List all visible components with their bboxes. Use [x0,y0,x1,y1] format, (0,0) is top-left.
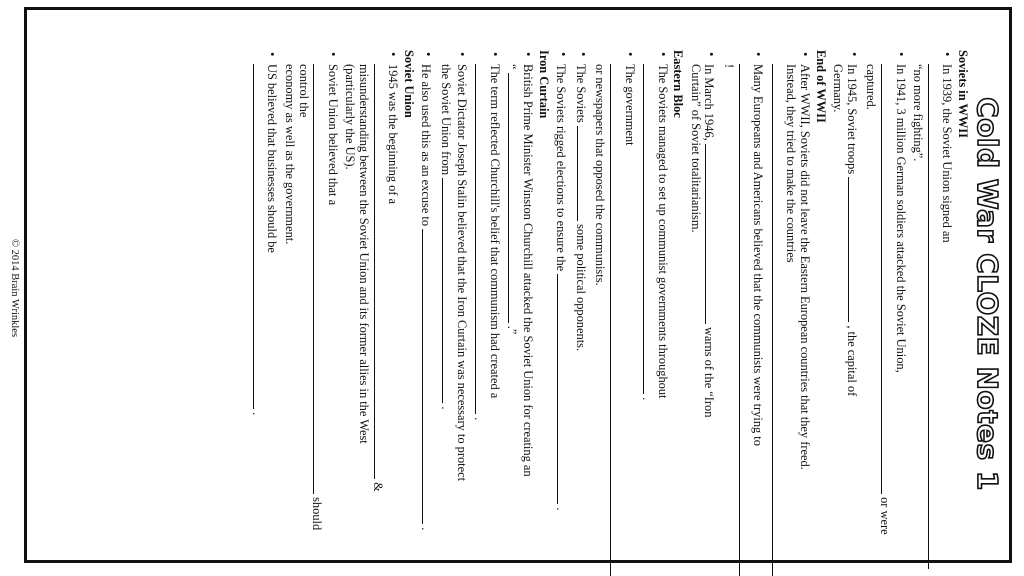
worksheet-frame [24,7,1012,563]
fill-blank[interactable] [442,178,454,403]
fill-blank[interactable] [577,126,589,221]
section-heading-soviet-union: Soviet Union [401,50,416,118]
list-item: • The Soviets managed to set up communist governments throughout . [640,50,669,538]
fill-blank[interactable] [475,64,487,414]
list-item: • The term reflected Churchill's belief that communism had created a . [472,50,501,538]
fill-blank[interactable] [643,64,655,394]
section-heading-iron-curtain: Iron Curtain [536,50,551,119]
copyright-notice: © 2014 Brain Wrinkles [9,238,20,338]
fill-blank[interactable] [610,64,622,576]
list-item: • 1945 was the beginning of a & misunderstanding between the Soviet Union and its former allies in the West (particularly the US). [343,50,399,538]
list-item: • British Prime Minister Winston Churchill attacked the Soviet Union for creating an “ .” [505,50,534,538]
list-item: • The Soviets rigged elections to ensure the . [554,50,570,538]
fill-blank[interactable] [253,64,265,409]
list-item: • The government or newspapers that opposed the communists. [593,50,636,538]
list-end-wwii [688,50,811,538]
list-item: • He also used this as an excuse to . [419,50,435,538]
list-item: • US believed that businesses should be . [249,50,278,538]
list-eastern-bloc [554,50,669,538]
fill-blank[interactable] [772,64,784,576]
list-soviet-union [249,50,399,538]
worksheet-title: Cold War CLOZE Notes 1 [971,97,1004,491]
list-item: • In March 1946, warns of the “Iron Curtain” of Soviet totalitarianism. [688,50,717,538]
section-heading-end-wwii: End of WWII [813,50,828,123]
fill-blank[interactable] [706,144,718,324]
list-soviets-wwii [831,50,954,538]
section-heading-eastern-bloc: Eastern Bloc [671,50,686,118]
list-item: • After WWII, Soviets did not leave the Eastern European countries that they freed. Instead, they tried to make the countries [768,50,811,538]
fill-blank[interactable] [881,64,893,494]
fill-blank[interactable] [422,229,434,524]
list-item: • In 1939, the Soviet Union signed an “no more fighting”. [911,50,954,538]
fill-blank[interactable] [508,73,520,323]
fill-blank[interactable] [928,64,940,569]
list-item: • In 1945, Soviet troops , the capital of Germany. [831,50,860,538]
list-item: • The Soviets some political opponents. [573,50,589,538]
fill-blank[interactable] [557,274,569,504]
list-item: • Soviet Union believed that a should control the economy as well as the government. [282,50,338,538]
list-item: • In 1941, 3 million German soldiers attacked the Soviet Union, or were captured. [864,50,907,538]
section-heading-soviets-wwii: Soviets in WWII [956,50,970,138]
list-item: • Soviet Dictator Joseph Stalin believed that the Iron Curtain was necessary to protect the Soviet Union from . [438,50,467,538]
fill-blank[interactable] [848,177,860,322]
worksheet-page [49,16,1009,556]
fill-blank[interactable] [739,64,751,576]
list-iron-curtain [419,50,534,538]
fill-blank[interactable] [313,64,325,494]
fill-blank[interactable] [374,64,386,479]
list-item: • Many Europeans and Americans believed that the communists were trying to ! [722,50,765,538]
